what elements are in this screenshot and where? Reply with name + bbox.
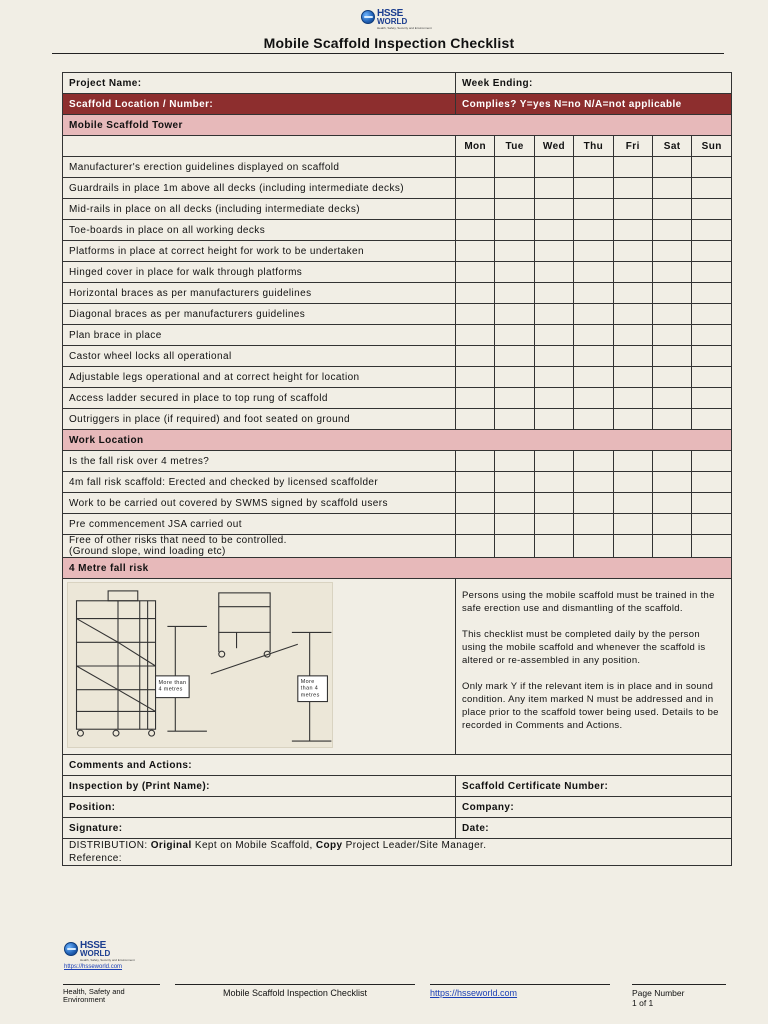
check-cell-sun[interactable] [692,409,732,430]
check-cell-thu[interactable] [574,514,613,535]
distribution-cell [63,839,732,866]
check-cell-wed[interactable] [534,451,573,472]
checklist-row [63,451,732,472]
checklist-row [63,325,732,346]
check-cell-wed[interactable] [534,283,573,304]
checklist-item-label: Horizontal braces as per manufacturers guidelines [63,283,456,304]
check-cell-thu[interactable] [574,451,613,472]
logo-line2: WORLD [377,17,408,26]
checklist-item-label: Mid-rails in place on all decks (including intermediate decks) [63,199,456,220]
check-cell-sun[interactable] [692,514,732,535]
check-cell-fri[interactable] [613,346,652,367]
check-cell-tue[interactable] [495,514,534,535]
checklist-item-label [63,535,456,558]
check-cell-sun[interactable] [692,472,732,493]
check-cell-fri[interactable] [613,199,652,220]
check-cell-wed[interactable] [534,388,573,409]
check-cell-mon[interactable] [456,346,495,367]
check-cell-wed[interactable] [534,367,573,388]
globe-icon [361,10,375,24]
day-header-tue: Tue [495,136,534,157]
check-cell-wed[interactable] [534,409,573,430]
checklist-item-label: Castor wheel locks all operational [63,346,456,367]
illus-label-left-1: More than [158,679,187,686]
footer-page-number: Page Number 1 of 1 [632,984,726,1008]
page-title: Mobile Scaffold Inspection Checklist [263,35,515,51]
check-cell-mon[interactable] [456,241,495,262]
certificate-number-field[interactable]: Scaffold Certificate Number: [456,776,732,797]
checklist-item-label: 4m fall risk scaffold: Erected and checked by licensed scaffolder [63,472,456,493]
check-cell-mon[interactable] [456,199,495,220]
check-cell-tue[interactable] [495,283,534,304]
day-header-mon: Mon [456,136,495,157]
check-cell-thu[interactable] [574,409,613,430]
distribution-original: Original [150,840,192,851]
check-cell-mon[interactable] [456,388,495,409]
check-cell-sun[interactable] [692,178,732,199]
checklist-table [62,72,732,866]
check-cell-mon[interactable] [456,493,495,514]
check-cell-sun[interactable] [692,451,732,472]
logo-tagline: Health, Safety, Security and Environment [80,958,135,962]
check-cell-wed[interactable] [534,514,573,535]
check-cell-sun[interactable] [692,325,732,346]
checklist-item-label: Work to be carried out covered by SWMS signed by scaffold users [63,493,456,514]
footer-logo [64,942,135,962]
check-cell-wed[interactable] [534,535,573,558]
checklist-row [63,241,732,262]
logo-line2: WORLD [80,949,111,958]
footer-doc-title: Mobile Scaffold Inspection Checklist [175,984,415,998]
check-cell-wed[interactable] [534,325,573,346]
checklist-row [63,283,732,304]
scaffold-location-field[interactable]: Scaffold Location / Number: [63,94,456,115]
week-ending-field[interactable]: Week Ending: [456,73,732,94]
check-cell-mon[interactable] [456,220,495,241]
check-cell-tue[interactable] [495,367,534,388]
check-cell-fri[interactable] [613,367,652,388]
checklist-row [63,346,732,367]
check-cell-sun[interactable] [692,388,732,409]
section-mobile-scaffold-tower: Mobile Scaffold Tower [63,115,732,136]
checklist-item-label: Outriggers in place (if required) and foot seated on ground [63,409,456,430]
check-cell-sun[interactable] [692,493,732,514]
instructions-cell [456,579,732,755]
check-cell-sat[interactable] [652,346,691,367]
distribution-label: DISTRIBUTION: [69,840,151,851]
check-cell-mon[interactable] [456,304,495,325]
check-cell-thu[interactable] [574,220,613,241]
check-cell-sun[interactable] [692,241,732,262]
check-cell-fri[interactable] [613,388,652,409]
day-header-fri: Fri [613,136,652,157]
day-header-thu: Thu [574,136,613,157]
check-cell-mon[interactable] [456,262,495,283]
check-cell-tue[interactable] [495,535,534,558]
check-cell-fri[interactable] [613,262,652,283]
project-name-field[interactable]: Project Name: [63,73,456,94]
check-cell-wed[interactable] [534,199,573,220]
comments-label: Comments and Actions: [69,759,193,771]
check-cell-sat[interactable] [652,451,691,472]
check-cell-tue[interactable] [495,178,534,199]
check-cell-wed[interactable] [534,241,573,262]
checklist-item-label: Platforms in place at correct height for work to be undertaken [63,241,456,262]
check-cell-sat[interactable] [652,367,691,388]
day-header-spacer [63,136,456,157]
check-cell-thu[interactable] [574,493,613,514]
logo-tagline: Health, Safety, Security and Environment [377,26,432,30]
checklist-row [63,178,732,199]
complies-legend: Complies? Y=yes N=no N/A=not applicable [456,94,732,115]
checklist-item-label: Adjustable legs operational and at correct height for location [63,367,456,388]
checklist-item-label: Toe-boards in place on all working decks [63,220,456,241]
check-cell-tue[interactable] [495,241,534,262]
check-cell-sat[interactable] [652,514,691,535]
check-cell-sat[interactable] [652,199,691,220]
globe-icon [64,942,78,956]
check-cell-tue[interactable] [495,388,534,409]
day-header-wed: Wed [534,136,573,157]
header-logo [361,10,432,30]
check-cell-thu[interactable] [574,304,613,325]
check-cell-mon[interactable] [456,451,495,472]
checklist-item-label: Is the fall risk over 4 metres? [63,451,456,472]
check-cell-tue[interactable] [495,262,534,283]
checklist-row [63,220,732,241]
check-cell-mon[interactable] [456,325,495,346]
check-cell-sun[interactable] [692,262,732,283]
check-cell-fri[interactable] [613,283,652,304]
check-cell-fri[interactable] [613,325,652,346]
check-cell-thu[interactable] [574,283,613,304]
check-cell-tue[interactable] [495,493,534,514]
check-cell-sun[interactable] [692,304,732,325]
footer-url[interactable]: https://hsseworld.com [430,984,610,998]
distribution-copy: Copy [315,840,343,851]
checklist-row [63,409,732,430]
check-cell-wed[interactable] [534,472,573,493]
comments-actions-field[interactable] [63,755,732,776]
note-paragraph: Persons using the mobile scaffold must be trained in the safe erection use and dismantling of the scaffold. [462,589,715,614]
check-cell-sat[interactable] [652,472,691,493]
check-cell-wed[interactable] [534,346,573,367]
distribution-copy-text: Project Leader/Site Manager. [342,840,487,851]
check-cell-sat[interactable] [652,157,691,178]
check-cell-sat[interactable] [652,262,691,283]
item-label-line1: Free of other risks that need to be controlled. [69,535,287,546]
checklist-row [63,514,732,535]
checklist-row [63,262,732,283]
check-cell-fri[interactable] [613,472,652,493]
checklist-row [63,367,732,388]
item-label-line2: (Ground slope, wind loading etc) [69,546,226,557]
check-cell-sun[interactable] [692,346,732,367]
title-divider [52,53,724,54]
check-cell-tue[interactable] [495,220,534,241]
illus-label-right-3: metres [300,692,320,699]
check-cell-thu[interactable] [574,178,613,199]
check-cell-fri[interactable] [613,535,652,558]
check-cell-thu[interactable] [574,367,613,388]
check-cell-sun[interactable] [692,199,732,220]
check-cell-mon[interactable] [456,472,495,493]
check-cell-tue[interactable] [495,325,534,346]
check-cell-sat[interactable] [652,493,691,514]
check-cell-wed[interactable] [534,157,573,178]
check-cell-fri[interactable] [613,220,652,241]
check-cell-mon[interactable] [456,283,495,304]
check-cell-wed[interactable] [534,304,573,325]
check-cell-sun[interactable] [692,157,732,178]
check-cell-sun[interactable] [692,367,732,388]
distribution-original-text: Kept on Mobile Scaffold, [191,840,316,851]
check-cell-mon[interactable] [456,514,495,535]
check-cell-tue[interactable] [495,472,534,493]
check-cell-sun[interactable] [692,535,732,558]
check-cell-sat[interactable] [652,535,691,558]
check-cell-sat[interactable] [652,241,691,262]
check-cell-sat[interactable] [652,283,691,304]
note-paragraph: Only mark Y if the relevant item is in place and in sound condition. Any item marked N must be addressed and in place prior to the scaffold tower being used. Details to be recorded in Comments and Actions. [462,680,719,731]
check-cell-tue[interactable] [495,157,534,178]
logo-line1: HSSE [377,8,404,19]
check-cell-tue[interactable] [495,304,534,325]
date-field[interactable]: Date: [456,818,732,839]
check-cell-mon[interactable] [456,178,495,199]
check-cell-fri[interactable] [613,493,652,514]
check-cell-fri[interactable] [613,451,652,472]
checklist-item-label: Guardrails in place 1m above all decks (including intermediate decks) [63,178,456,199]
checklist-row [63,199,732,220]
check-cell-mon[interactable] [456,535,495,558]
check-cell-thu[interactable] [574,262,613,283]
check-cell-tue[interactable] [495,409,534,430]
check-cell-fri[interactable] [613,409,652,430]
check-cell-fri[interactable] [613,157,652,178]
check-cell-sat[interactable] [652,388,691,409]
check-cell-wed[interactable] [534,178,573,199]
check-cell-wed[interactable] [534,493,573,514]
check-cell-tue[interactable] [495,199,534,220]
check-cell-thu[interactable] [574,241,613,262]
check-cell-sat[interactable] [652,178,691,199]
illus-label-left-2: 4 metres [158,686,183,693]
check-cell-sat[interactable] [652,304,691,325]
logo-line1: HSSE [80,940,107,951]
check-cell-thu[interactable] [574,325,613,346]
checklist-row [63,388,732,409]
signature-field[interactable]: Signature: [63,818,456,839]
check-cell-mon[interactable] [456,367,495,388]
checklist-item-label: Access ladder secured in place to top rung of scaffold [63,388,456,409]
check-cell-tue[interactable] [495,346,534,367]
checklist-item-label: Hinged cover in place for walk through platforms [63,262,456,283]
check-cell-fri[interactable] [613,304,652,325]
checklist-item-label: Manufacturer's erection guidelines displayed on scaffold [63,157,456,178]
checklist-row [63,157,732,178]
day-header-sun: Sun [692,136,732,157]
check-cell-tue[interactable] [495,451,534,472]
check-cell-fri[interactable] [613,241,652,262]
illus-label-right-1: More [300,678,315,685]
checklist-item-label: Pre commencement JSA carried out [63,514,456,535]
footer-small-link[interactable]: https://hsseworld.com [64,964,123,970]
check-cell-wed[interactable] [534,220,573,241]
check-cell-sat[interactable] [652,409,691,430]
illus-label-right-2: than 4 [300,685,319,692]
checklist-row [63,304,732,325]
note-paragraph: This checklist must be completed daily by the person using the mobile scaffold and whenever the scaffold is altered or re-assembled in any position. [462,628,706,666]
check-cell-thu[interactable] [574,535,613,558]
checklist-item-label: Plan brace in place [63,325,456,346]
check-cell-thu[interactable] [574,157,613,178]
section-work-location: Work Location [63,430,732,451]
day-header-sat: Sat [652,136,691,157]
inspection-by-field[interactable]: Inspection by (Print Name): [63,776,456,797]
check-cell-wed[interactable] [534,262,573,283]
check-cell-sun[interactable] [692,220,732,241]
checklist-row [63,472,732,493]
position-field[interactable]: Position: [63,797,456,818]
check-cell-sat[interactable] [652,325,691,346]
check-cell-thu[interactable] [574,472,613,493]
check-cell-thu[interactable] [574,199,613,220]
check-cell-thu[interactable] [574,346,613,367]
check-cell-sun[interactable] [692,283,732,304]
checklist-item-label: Diagonal braces as per manufacturers guidelines [63,304,456,325]
footer-org: Health, Safety and Environment [63,984,160,1004]
check-cell-mon[interactable] [456,157,495,178]
reference-field[interactable]: Reference: [69,853,122,864]
checklist-row [63,493,732,514]
scaffold-illustration-cell [63,579,456,755]
check-cell-sat[interactable] [652,220,691,241]
check-cell-mon[interactable] [456,409,495,430]
section-4-metre-fall-risk: 4 Metre fall risk [63,558,732,579]
company-field[interactable]: Company: [456,797,732,818]
check-cell-fri[interactable] [613,514,652,535]
check-cell-thu[interactable] [574,388,613,409]
scaffold-illustration [67,582,333,748]
check-cell-fri[interactable] [613,178,652,199]
